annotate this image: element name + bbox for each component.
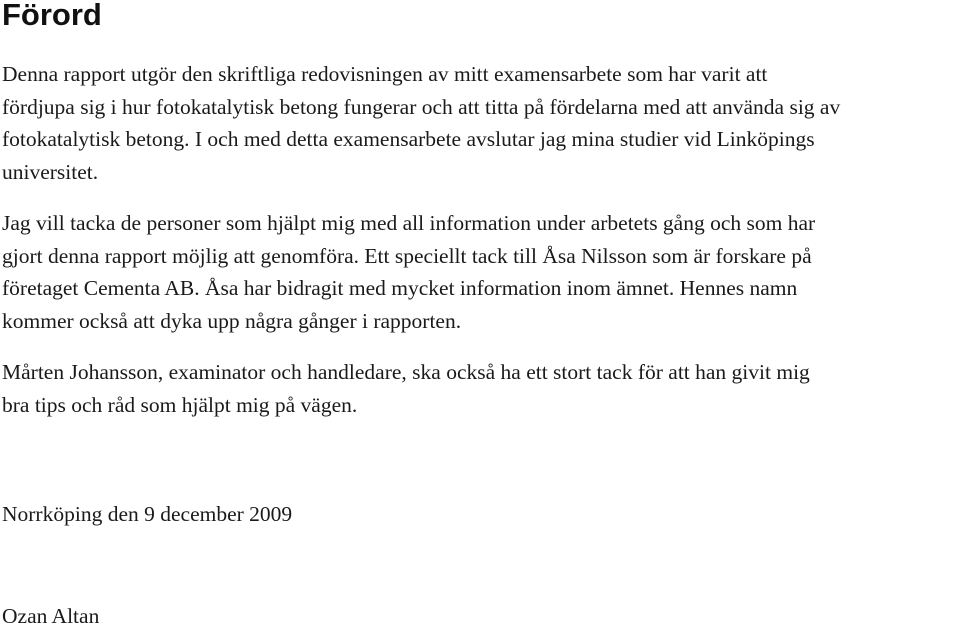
text-line: företaget Cementa AB. Åsa har bidragit med mycket information inom ämnet. Hennes namn	[2, 276, 798, 300]
text-line: fördjupa sig i hur fotokatalytisk betong fungerar och att titta på fördelarna med att använda sig av	[2, 94, 841, 119]
author-signature	[2, 600, 952, 633]
text-line: Mårten Johansson, examinator och handledare, ska också ha ett stort tack för att han givit mig	[2, 360, 810, 384]
place-date	[2, 498, 952, 531]
paragraph-thanks	[2, 207, 952, 337]
paragraph-examiner	[2, 356, 952, 421]
text-line: fotokatalytisk betong. I och med detta examensarbete avslutar jag mina studier vid Linköpings	[2, 127, 815, 151]
author-name: Ozan Altan	[2, 604, 100, 628]
page-title: Förord	[2, 0, 102, 32]
text-line: kommer också att dyka upp några gånger i rapporten.	[2, 308, 462, 333]
text-line: Jag vill tacka de personer som hjälpt mig med all information under arbetets gång och som har	[2, 211, 816, 235]
text-line: bra tips och råd som hjälpt mig på vägen.	[2, 392, 358, 417]
place-date-text: Norrköping den 9 december 2009	[2, 502, 293, 526]
text-line: Denna rapport utgör den skriftliga redovisningen av mitt examensarbete som har varit att	[2, 62, 768, 86]
paragraph-intro	[2, 58, 952, 188]
text-line: universitet.	[2, 159, 99, 184]
text-line: gjort denna rapport möjlig att genomföra. Ett speciellt tack till Åsa Nilsson som är forskare på	[2, 243, 812, 268]
